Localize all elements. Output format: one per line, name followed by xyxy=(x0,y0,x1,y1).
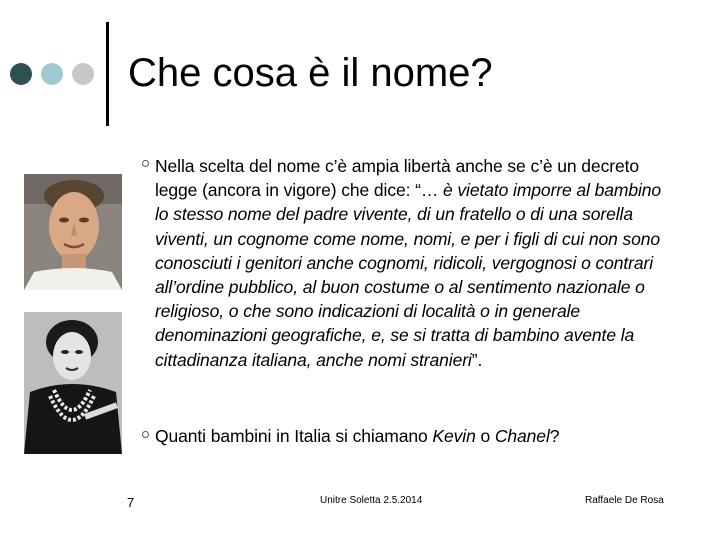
slide-title: Che cosa è il nome? xyxy=(128,51,493,95)
gray-dot xyxy=(72,63,94,85)
slide-number: 7 xyxy=(127,495,135,510)
woman-portrait-image xyxy=(24,312,122,454)
bullet-text-2 xyxy=(155,424,670,448)
bullet-text-1 xyxy=(155,154,670,372)
dark-dot xyxy=(10,63,32,85)
bullet-1-quote: è vietato imporre al bambino lo stesso nome del padre vivente, di un fratello o di una sorella viventi, un cognome come nome, nomi, e per i figli di cui non sono conosciuti i genitori anche cognomi, ridicoli, vergognosi o contrari all’ordine pubblico, al buon costume o al sentimento nazionale o religioso, o che sono indicazioni di località o in generale denominazioni geografiche, e, se si tratta di bambino avente la cittadinanza italiana, anche nomi stranieri xyxy=(155,180,662,370)
man-portrait-image xyxy=(24,174,122,290)
bullet-ring-icon xyxy=(142,431,149,438)
name-chanel: Chanel xyxy=(494,426,550,446)
footer-center: Unitre Soletta 2.5.2014 xyxy=(320,495,423,506)
bullet-2-text: Quanti bambini in Italia si chiamano xyxy=(155,426,433,446)
bullet-1-end: ”. xyxy=(471,349,483,370)
bullet-1-text: Nella scelta del nome c’è ampia libertà anche se c’è un decreto legge (ancora in vigore) che dice: “… xyxy=(155,156,639,201)
bullet-2-mid: o xyxy=(475,426,495,446)
title-divider xyxy=(106,22,109,126)
bullet-2-end: ? xyxy=(549,426,560,446)
decorative-dots xyxy=(10,63,96,85)
bullet-ring-icon xyxy=(142,160,149,167)
footer-author: Raffaele De Rosa xyxy=(585,495,664,506)
name-kevin: Kevin xyxy=(432,426,476,446)
light-blue-dot xyxy=(41,63,63,85)
